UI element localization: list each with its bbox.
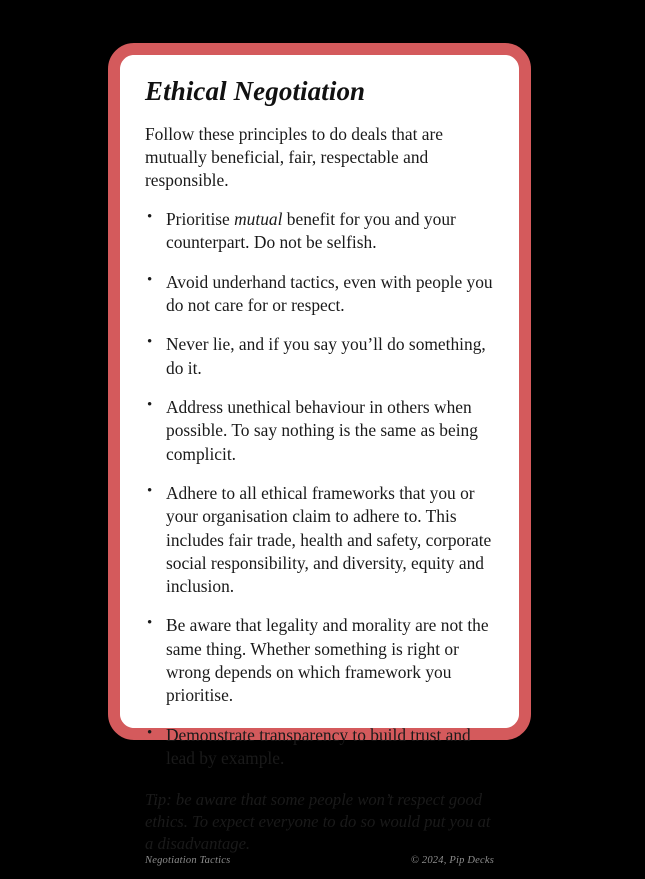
- list-item-text: Address unethical behaviour in others when possible. To say nothing is the same as being complicit.: [166, 396, 478, 464]
- card-content: [120, 55, 519, 867]
- list-item: [145, 482, 494, 599]
- list-item: [145, 614, 494, 707]
- list-item: [145, 724, 494, 771]
- tip-text: Tip: be aware that some people won’t respect good ethics. To expect everyone to do so would put you at a disadvantage.: [145, 790, 491, 854]
- list-item: [145, 333, 494, 380]
- list-item-text-pre: Prioritise: [166, 209, 235, 230]
- list-item-text: Be aware that legality and morality are not the same thing. Whether something is right or wrong depends on which framework you prioritise.: [166, 615, 489, 706]
- list-item-text: Demonstrate transparency to build trust and lead by example.: [166, 724, 471, 769]
- list-item-text: Adhere to all ethical frameworks that you or your organisation claim to adhere to. This includes fair trade, health and safety, corporate social responsibility, and diversity, equity and inclusion.: [166, 482, 492, 597]
- list-item: [145, 208, 494, 255]
- principles-list: [145, 208, 494, 786]
- card-intro-paragraph: Follow these principles to do deals that are mutually beneficial, fair, respectable and responsible.: [145, 123, 443, 190]
- list-item-emphasis: mutual: [234, 209, 283, 230]
- list-item: [145, 396, 494, 466]
- footer-deck-name: Negotiation Tactics: [145, 855, 231, 867]
- list-item-text: Avoid underhand tactics, even with people you do not care for or respect.: [166, 271, 493, 316]
- card-footer: [145, 855, 494, 879]
- list-item-text: Never lie, and if you say you’ll do something, do it.: [166, 334, 486, 378]
- list-item: [145, 271, 494, 318]
- footer-copyright: © 2024, Pip Decks: [410, 855, 494, 867]
- tactic-card: [108, 43, 531, 867]
- page-title: Ethical Negotiation: [145, 76, 366, 106]
- list-item-text-post: benefit for you and your counterpart. Do not be selfish.: [166, 209, 456, 253]
